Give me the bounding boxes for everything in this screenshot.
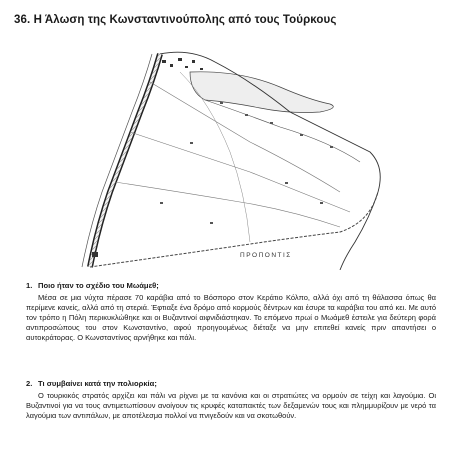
golden-horn-water <box>190 72 333 113</box>
golden-gate-mark <box>92 252 98 257</box>
propontis-label: ΠΡΟΠΟΝΤΙΣ <box>240 252 292 259</box>
question-1-number: 1. <box>26 281 33 290</box>
question-2-answer: Ο τουρκικός στρατός αρχίζει και πάλι να ρίχνει με τα κανόνια και οι στρατιώτες να ορμούν σε τείχη και λαγούμια. Οι Βυζαντινοί για να τους αντιμετωπίσουν ανοίγουν τις κρυφές καταπακτές των δεξαμενών τους και πλημμυρίζουν με νερό τα λαγούμια των αντιπάλων, με αποτέλεσμα πολλοί να πνιγεδούν και να σκοτωθούν. <box>26 391 436 420</box>
question-2-heading: Τι συμβαίνει κατά την πολιορκία; <box>38 379 157 388</box>
siege-map <box>40 42 410 270</box>
sea-walls <box>90 192 378 267</box>
moat-line <box>82 54 152 267</box>
question-1 <box>26 281 436 343</box>
road-3 <box>115 182 340 227</box>
question-1-heading: Ποιο ήταν το σχέδιο του Μωάμεθ; <box>38 281 159 290</box>
question-2-number: 2. <box>26 379 33 388</box>
page-title: 36. Η Άλωση της Κωνσταντινούπολης από τους Τούρκους <box>14 14 337 26</box>
question-1-answer: Μέσα σε μια νύχτα πέρασε 70 καράβια από το Βόσπορο στον Κεράτιο Κόλπο, αλλά όχι από τη θάλασσα όπως θα περίμενε κανείς, αλλά από τη στεριά. Έφτιαξε ένα δρόμο από κορμούς δέντρων και έσυρε τα καράβια του από κει. Με αυτό τον τρόπο η Πόλη περικυκλώθηκε και οι Βυζαντινοί αιφνιδιάστηκαν. Το επόμενο πρωί ο Μωάμεθ έστειλε για δεύτερη φορά αντιπροσώπους του στον Κωνσταντίνο, αφού προηγουμένως διέταξε να μην επιτεθεί κανείς πριν απαντήσει ο αυτοκράτορας. Ο Κωνσταντίνος αρνήθηκε και πάλι. <box>26 293 436 342</box>
road-2 <box>130 132 350 212</box>
question-2 <box>26 379 436 421</box>
blachernae-marks <box>162 58 203 70</box>
map-drawing <box>40 42 410 270</box>
